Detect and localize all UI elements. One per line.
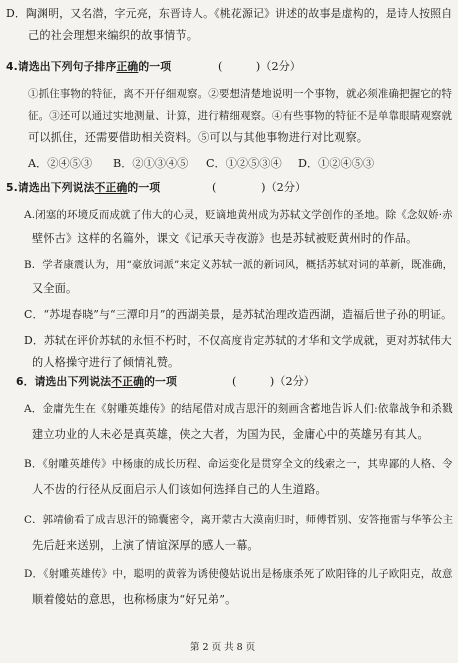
- q3-option-d-line2: 己的社会理想来编织的故事情节。: [28, 29, 199, 42]
- q6-option-d-line2: 顺着傻姑的意思，也称杨康为“好兄弟”。: [32, 593, 237, 606]
- q4-option-b: B．②①③④⑤: [113, 157, 189, 170]
- q4-body-line2: 征。③还可以通过实地测量、计算，进行精细观察。④有些事物的特征不是单靠眼睛观察就: [28, 110, 453, 122]
- q5-title-keyword: 不正确: [94, 181, 128, 194]
- q5-option-c-line1: C．“苏堤春晓”与“三潭印月”的西湖美景，是苏轼治理改造西湖，造福后世子孙的明证。: [24, 308, 453, 321]
- q6-title-keyword: 不正确: [111, 375, 145, 388]
- q5-answer-blank: ( )（2分）: [212, 181, 307, 194]
- q6-option-d-line1: D．《射雕英雄传》中，聪明的黄蓉为诱使傻姑说出是杨康杀死了欧阳锋的儿子欧阳克，故意: [24, 568, 453, 580]
- q5-option-d-line2: 的人格操守进行了倾情礼赞。: [32, 356, 180, 369]
- q6-option-b-line2: 人不齿的行径从反面启示人们该如何选择自己的人生道路。: [32, 483, 327, 496]
- q5-title: 5.请选出下列说法不正确的一项: [6, 181, 161, 194]
- q5-option-a-line2: 壁怀古》这样的名篇外，课文《记承天寺夜游》也是苏轼被贬黄州时的作品。: [32, 232, 418, 245]
- q4-title: 4.请选出下列句子排序正确的一项: [6, 60, 172, 73]
- q6-option-c-line2: 先后赶来送别，上演了情谊深厚的感人一幕。: [32, 539, 259, 552]
- page-number-footer: 第 2 页 共 8 页: [190, 642, 256, 653]
- q3-option-d-line1: D．陶渊明，又名潜，字元亮，东晋诗人。《桃花源记》讲述的故事是虚构的，是诗人按照自: [6, 7, 453, 20]
- q5-option-b-line2: 又全面。: [32, 282, 78, 295]
- q6-answer-blank: ( )（2分）: [232, 375, 315, 388]
- q4-option-a: A．②④⑤③: [28, 157, 93, 170]
- q6-option-c-line1: C．郭靖偷看了成吉思汗的锦囊密令，离开蒙古大漠南归时，师傅哲别、安答拖雷与华筝公主: [24, 514, 454, 526]
- q6-option-a-line2: 建立功业的人未必是真英雄，侠之大者，为国为民，金庸心中的英雄另有其人。: [32, 428, 429, 441]
- q5-option-a-line1: A.闭塞的环境反而成就了伟大的心灵，贬谪地黄州成为苏轼文学创作的圣地。除《念奴娇·赤: [24, 209, 453, 221]
- q6-title: 6．请选出下列说法不正确的一项: [16, 375, 177, 388]
- q4-option-c: C．①②⑤③④: [206, 157, 282, 170]
- q4-body-line1: ①抓住事物的特征，离不开仔细观察。②要想清楚地说明一个事物，就必须准确把握它的特: [28, 88, 453, 100]
- q4-option-d: D．①②④⑤③: [298, 157, 375, 170]
- q4-title-keyword: 正确: [116, 60, 139, 73]
- q6-option-a-line1: A．金庸先生在《射雕英雄传》的结尾借对成吉思汗的刻画含蓄地告诉人们:依靠战争和杀戮: [24, 403, 453, 415]
- q5-option-d-line1: D．苏轼在评价苏轼的永恒不朽时，不仅高度肯定苏轼的才华和文学成就，更对苏轼伟大: [24, 334, 452, 347]
- q6-option-b-line1: B．《射雕英雄传》中杨康的成长历程、命运变化是贯穿全文的线索之一，其卑鄙的人格、令: [24, 458, 453, 470]
- q4-body-line3: 可以抓住，还需要借助相关资料。⑤可以与其他事物进行对比观察。: [28, 131, 369, 144]
- q4-answer-blank: ( )（2分）: [218, 60, 301, 73]
- q5-option-b-line1: B．学者康震认为，用“豪放词派”来定义苏轼一派的新词风，概括苏轼对词的革新，既准确，: [24, 259, 454, 271]
